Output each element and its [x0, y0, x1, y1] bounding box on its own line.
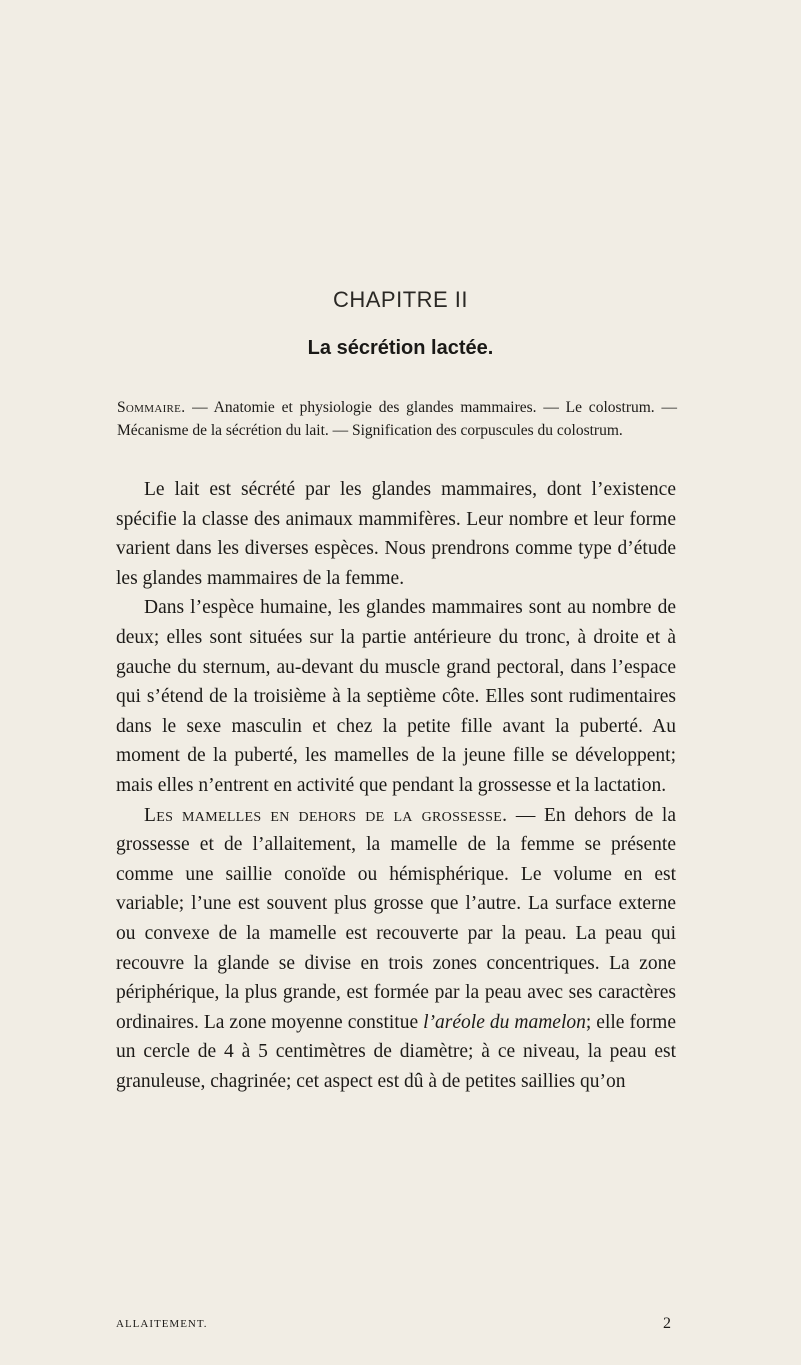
chapter-summary	[117, 396, 677, 442]
paragraph-3-text-b: ; elle forme un cercle de 4 à 5 centimètres de diamètre; à ce niveau, la peau est granuleuse, chagrinée; cet aspect est dû à de petites saillies qu’on	[116, 1011, 677, 1092]
body-text	[116, 475, 676, 1096]
page-number: 2	[663, 1315, 671, 1332]
summary-label: Sommaire.	[117, 399, 186, 416]
paragraph-2: Dans l’espèce humaine, les glandes mammaires sont au nombre de deux; elles sont situées sur la partie antérieure du tronc, à droite et à gauche du sternum, au-devant du muscle grand pectoral, dans l’espace qui s’étend de la troisième à la septième côte. Elles sont rudimentaires dans le sexe masculin et chez la petite fille avant la puberté. Au moment de la puberté, les mamelles de la jeune fille se développent; mais elles n’entrent en activité que pendant la grossesse et la lactation.	[116, 597, 676, 796]
chapter-heading: CHAPITRE II	[332, 287, 469, 312]
paragraph-3-text-a: — En dehors de la grossesse et de l’allaitement, la mamelle de la femme se présente comme une saillie conoïde ou hémisphérique. Le volume en est variable; l’une est souvent plus grosse que l’autre. La surface externe ou convexe de la mamelle est recouverte par la peau. La peau qui recouvre la glande se divise en trois zones concentriques. La zone périphérique, la plus grande, est formée par la peau avec ses caractères ordinaires. La zone moyenne constitue	[116, 804, 676, 1033]
page-footer	[116, 1315, 676, 1338]
paragraph-3	[116, 801, 676, 1097]
summary-text: — Anatomie et physiologie des glandes mammaires. — Le colostrum. — Mécanisme de la sécrétion du lait. — Signification des corpuscules du colostrum.	[117, 399, 677, 439]
section-heading-inline: Les mamelles en dehors de la grossesse.	[144, 804, 508, 826]
paragraph-3-italic: l’aréole du mamelon	[423, 1011, 586, 1033]
paragraph-1: Le lait est sécrété par les glandes mammaires, dont l’existence spécifie la classe des animaux mammifères. Leur nombre et leur forme varient dans les diverses espèces. Nous prendrons comme type d’étude les glandes mammaires de la femme.	[116, 479, 676, 589]
signature-mark: ALLAITEMENT.	[116, 1318, 208, 1330]
chapter-title: La sécrétion lactée.	[307, 337, 494, 359]
